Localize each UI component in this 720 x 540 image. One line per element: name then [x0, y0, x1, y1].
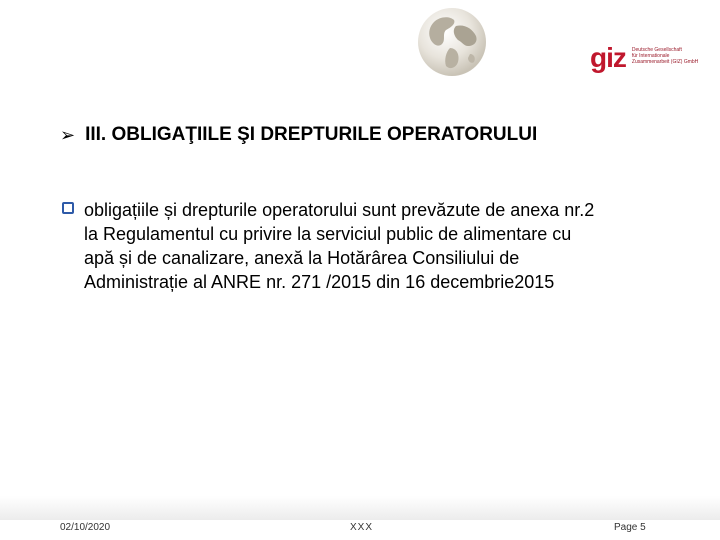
footer-center-text: XXX — [350, 522, 374, 533]
bullet-line: obligațiile și drepturile operatorului sunt prevăzute de anexa nr.2 — [84, 200, 595, 220]
bullet-line: la Regulamentul cu privire la serviciul public de alimentare cu — [84, 224, 572, 244]
slide-title-row — [60, 124, 537, 146]
giz-logo-line: Zusammenarbeit (GIZ) GmbH — [631, 59, 699, 65]
arrow-bullet-icon: ➢ — [60, 125, 76, 145]
giz-logo-line: Deutsche Gesellschaft — [631, 47, 682, 53]
footer-date: 02/10/2020 — [60, 522, 111, 533]
footer-band — [0, 496, 720, 520]
giz-logo-text — [632, 47, 698, 65]
giz-logo — [590, 44, 698, 78]
slide-title: III. OBLIGAŢIILE ŞI DREPTURILE OPERATORULUI — [85, 124, 538, 145]
globe-image — [416, 6, 488, 78]
square-bullet-icon — [62, 202, 74, 214]
giz-logo-mark: giz — [590, 42, 626, 73]
footer-page-number: Page 5 — [614, 522, 646, 533]
bullet-line: Administrație al ANRE nr. 271 /2015 din 16 decembrie2015 — [84, 272, 555, 292]
bullet-text — [84, 198, 664, 294]
bullet-line: apă și de canalizare, anexă la Hotărârea Consiliului de — [84, 248, 520, 268]
giz-logo-line: für Internationale — [631, 53, 670, 59]
